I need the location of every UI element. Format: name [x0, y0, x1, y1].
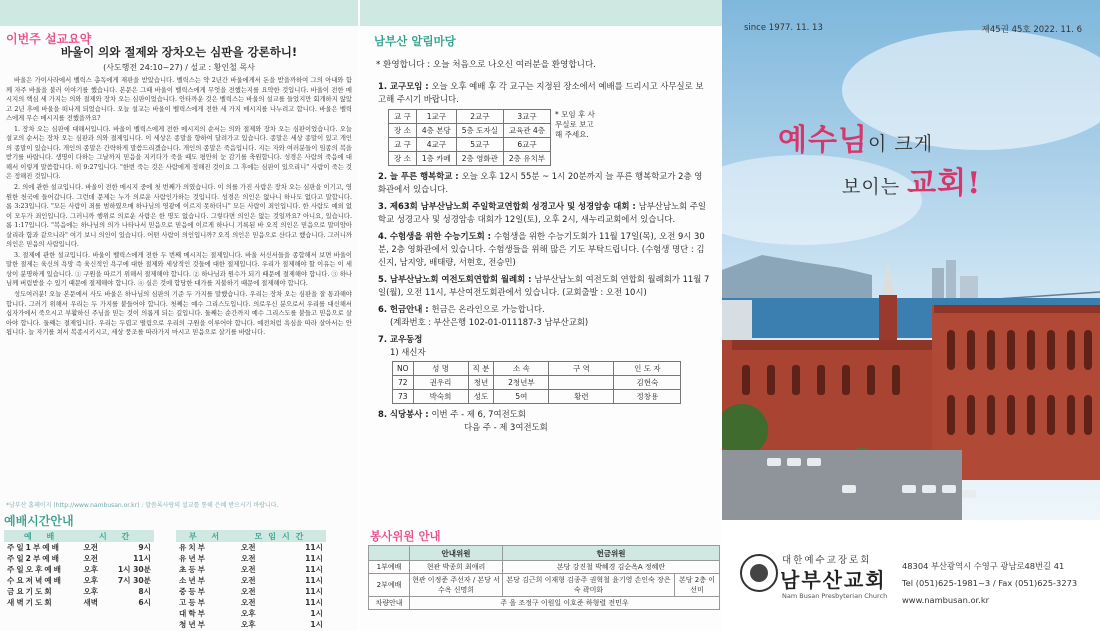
cell: 1시	[310, 620, 323, 629]
table-row	[369, 597, 720, 610]
cell: 차량안내	[369, 597, 410, 610]
table-row	[369, 561, 720, 574]
cell: 오전	[240, 598, 256, 607]
column-header: 구 역	[549, 362, 614, 376]
column-header: 부 서	[176, 530, 238, 542]
slogan-highlight: 교회!	[907, 166, 982, 201]
cell: 1부예배	[369, 561, 410, 574]
table-row	[176, 542, 326, 553]
notice-heading: 7. 교우동정	[378, 334, 423, 344]
slogan-line1	[778, 115, 933, 159]
notice-item	[378, 80, 710, 166]
cell: 오후	[240, 620, 256, 629]
slogan-text: 보이는	[842, 176, 908, 198]
table-row	[4, 597, 154, 608]
notice-item	[378, 170, 710, 196]
header-stripe	[360, 0, 722, 26]
cover-panel	[722, 0, 1100, 631]
notice-body: 헌금은 온라인으로 가능합니다.	[431, 304, 545, 314]
bank-account: (계좌번호 : 부산은행 102-01-011187-3 남부산교회)	[390, 317, 589, 327]
cell: 오전	[83, 543, 98, 552]
table-row	[176, 575, 326, 586]
cell: 5여	[494, 390, 549, 404]
cell: 대학부	[179, 609, 208, 618]
since-date: since 1977. 11. 13	[744, 23, 823, 33]
table-row	[176, 553, 326, 564]
notice-body: 남부산남노회 여전도회 연합회 월례회가 11월 7일(월), 오전 11시, 부산여전도회관에서 있습니다. (교회출발 : 오전 10시)	[378, 274, 710, 297]
slogan-highlight: 예수님	[778, 123, 868, 158]
cell: 교육관 4층	[503, 124, 550, 138]
table-row	[176, 564, 326, 575]
notice-body: 오늘 오후 12시 55분 ~ 1시 20분까지 늘 푸른 행복학교가 2층 영화관에서 있습니다.	[378, 171, 703, 194]
table-row	[4, 586, 154, 597]
cell: 장 소	[389, 124, 417, 138]
welcome-text: * 환영합니다 : 오늘 처음으로 나오신 여러분을 환영합니다.	[376, 60, 596, 70]
cell: 9시	[138, 543, 151, 552]
table-header-row	[393, 362, 681, 376]
column-header: 시 간	[80, 530, 154, 542]
cell: 오후	[83, 587, 98, 596]
cell: 수요저녁예배	[7, 576, 64, 585]
sermon-section-title: 이번주 설교요약	[6, 32, 92, 46]
district-table	[388, 109, 604, 166]
cell: 권우리	[413, 376, 468, 390]
column-header: 예 배	[4, 530, 80, 542]
cell: 2교구	[456, 110, 503, 124]
district-note: * 모임 후 사무실로 보고해 주세요.	[555, 109, 595, 139]
cell: 박숙희	[413, 390, 468, 404]
cell: 2층 유치부	[503, 152, 550, 166]
volunteers-table	[368, 545, 720, 610]
notice-body: 이번 주 - 제 6, 7여전도회	[431, 409, 526, 419]
notice-heading: 5. 남부산남노회 여전도회연합회 월례회 :	[378, 274, 535, 284]
table-row	[369, 574, 720, 597]
notice-body: 수험생을 위한 수능기도회가 11월 17일(목), 오전 9시 30분, 2층 영화관에서 있습니다. 수험생들을 위해 많은 기도 부탁드립니다. (수험생 명단 : 김신지, 남지양, 배태량, 서현호, 전승민)	[378, 231, 705, 267]
cell: 오전	[240, 576, 256, 585]
cell: 6교구	[503, 138, 550, 152]
column-header: 모임시간	[238, 530, 326, 542]
cell: 새벽	[83, 598, 98, 607]
sermon-paragraph: 1. 장차 오는 심판에 대해서입니다. 바울이 벨릭스에게 전한 메시지의 순서는 의와 절제와 장차 오는 심판이었습니다. 오늘 설교의 순서는 장차 오는 심판과 의와 절제입니다. 이 세상은 종말을 향하여 달려가고 있습니다. 종말은 세상 종말이 있고 개인의 종말이 있습니다. 개인의 종말은 간략하게 말씀드리겠습니다. 개인의 종말은 죽음입니다. 지는 자와 여러분들이 임종의 복을 받기를 바랍니다. 생명이 다하는 그날까지 믿음을 지키다가 죽을 때도 평안히 눈 감기를 축원합니다. 성경은 사람의 죽음에 대해서 이렇게 말씀합니다. 히 9:27입니다. "한번 죽는 것은 사람에게 정해진 것이요 그 후에는 심판이 있으리니" 사람이 죽는 것은 정해진 것입니다.	[6, 125, 352, 181]
sermon-paragraph: 성도여러분! 오늘 본문에서 사도 바울은 하나님의 심판의 기준 두 가지를 말했습니다. 우리는 장차 오는 심판을 잘 통과해야 합니다. 그러기 위해서 우리는 두 가지를 붙들어야 합니다. 첫째는 예수 그리스도입니다. 의로우신 분으로서 우리를 대신해서 십자가에서 죽으시고 부활하신 주님을 믿는 것이 의롭게 되는 길입니다. 둘째는 순간까지 예수 그리스도를 붙들고 믿음으로 살아야 합니다. 둘째는 절제입니다. 우리는 두렵고 떨림으로 우리의 구원을 이루어야 합니다. 예전처럼 욕심을 따라 살아서는 안 됩니다. 늘 자기를 쳐서 복종시키시고, 세상 풍조를 따라가지 마시고 믿음으로 살기를 바랍니다.	[6, 291, 352, 337]
table-row	[393, 376, 681, 390]
cell: 오전	[240, 587, 256, 596]
cell: 2청년부	[494, 376, 549, 390]
cell: 유치부	[179, 543, 208, 552]
notice-body: 남부산남노회 주일학교 성경고사 및 성경암송 대회가 12일(토), 오후 2시, 새누리교회에서 있습니다.	[378, 201, 706, 224]
notice-heading: 1. 교구모임 :	[378, 81, 432, 91]
cell: 5교구	[456, 138, 503, 152]
issue-info: 제45권 45호 2022. 11. 6	[981, 25, 1082, 35]
cell: 교 구	[389, 110, 417, 124]
table-row	[393, 390, 681, 404]
cell: 11시	[305, 543, 323, 552]
cell: 11시	[305, 576, 323, 585]
column-header	[369, 546, 410, 561]
notice-item	[378, 408, 710, 434]
notice-heading: 6. 헌금안내 :	[378, 304, 432, 314]
cell: 유년부	[179, 554, 208, 563]
sermon-paragraph: 바울은 가이사라에서 벨릭스 총독에게 재판을 받았습니다. 벨릭스는 약 2년간 바울에게서 돈을 받을까하여 그의 아내와 함께 자주 바울을 불러 이야기를 했습니다. 본문은 그때 바울이 벨릭스에게 무엇을 전했는지를 요약한 것입니다. 바울이 전한 메시지의 핵심 세 가지는 의와 절제와 장차 오는 심판이었습니다. 안타까운 것은 벨릭스는 바울의 설교를 들었지만 회개하지 않았고 2년 후에 바울을 떠나게 되었습니다. 오늘 설교는 바울이 벨릭스에게 전한 세 가지 메시지를 나누려고 합니다. 바울은 벨릭스에게 무슨 메시지를 전했을까요?	[6, 77, 352, 123]
cell: 11시	[305, 554, 323, 563]
sermon-title: 바울이 의와 절제와 장차오는 심판을 강론하니!	[60, 45, 298, 59]
cell: 교 구	[389, 138, 417, 152]
sermon-paragraph: 3. 절제에 관한 설교입니다. 바울이 벨릭스에게 전한 두 번째 메시지는 절제입니다. 바울 서신서들을 종합해서 보면 바울이 말한 절제는 육신의 욕망 즉 육신적인 욕구에 대한 절제와 세상적인 것들에 대한 절제입니다. 우리가 절제해야 할 이유는 이 세상이 분명하게 있습니다. ① 구원을 따르기 위해서 절제해야 합니다. ② 하나님과 원수가 되기 때문에 절제해야 합니다. ③ 하나님께 버림받을 수 있기 때문에 절제해야 합니다. ④ 실은 것에 합당한 대가를 지불하기 때문에 절제해야 합니다.	[6, 251, 352, 288]
table-row	[4, 553, 154, 564]
cell: 11시	[133, 554, 151, 563]
cell	[549, 376, 614, 390]
cell: 7시 30분	[117, 576, 151, 585]
cell: 오전	[240, 543, 256, 552]
slogan-text: 이 크게	[867, 133, 934, 155]
volunteers-section-title: 봉사위원 안내	[370, 529, 441, 543]
cell: 오전	[83, 554, 98, 563]
sermon-reference: (사도행전 24:10~27) / 설교 : 황인철 목사	[103, 63, 255, 72]
cell: 4층 본당	[416, 124, 456, 138]
notice-body: 오늘 오후 예배 후 각 교구는 지정된 장소에서 예배를 드리시고 사무실로 보고해 주시기 바랍니다.	[378, 81, 704, 104]
column-header: 직 분	[468, 362, 494, 376]
cell: 8시	[138, 587, 151, 596]
column-header: 안내위원	[410, 546, 503, 561]
cell: 5층 도자실	[456, 124, 503, 138]
column-header: 헌금위원	[503, 546, 720, 561]
column-header: NO	[393, 362, 414, 376]
cell: 현관 이정준 주선자 / 본당 서수옥 신명희	[410, 574, 503, 597]
table-row	[176, 597, 326, 608]
cell: 11시	[305, 587, 323, 596]
notice-item	[378, 200, 710, 226]
newcomer-table	[392, 361, 681, 404]
sermon-panel	[0, 0, 358, 631]
church-roof	[934, 305, 1100, 313]
cell: 현관 박종희 최애리	[410, 561, 503, 574]
department-schedule-table	[176, 530, 326, 630]
cell: 장 소	[389, 152, 417, 166]
tower	[960, 276, 978, 300]
cell: 주일오후예배	[7, 565, 64, 574]
contact-info	[902, 558, 1077, 609]
notices-section-title: 남부산 알림마당	[374, 34, 456, 48]
cell: 정창용	[614, 390, 681, 404]
cell: 본당 2층 이선미	[675, 574, 720, 597]
cell: 11시	[305, 565, 323, 574]
church-footer	[722, 522, 1100, 631]
tower	[932, 268, 944, 300]
notice-item	[378, 230, 710, 269]
cell: 1교구	[416, 110, 456, 124]
worship-schedule-table	[4, 530, 154, 608]
cell: 6시	[138, 598, 151, 607]
cell: 오후	[240, 609, 256, 618]
table-row	[176, 619, 326, 630]
table-header-row	[369, 546, 720, 561]
table-row	[176, 608, 326, 619]
phone-fax: Tel (051)625-1981~3 / Fax (051)625-3273	[902, 578, 1078, 588]
notice-item	[378, 273, 710, 299]
notice-list	[378, 80, 710, 438]
cell: 성도	[468, 390, 494, 404]
cell: 중등부	[179, 587, 208, 596]
cell: 오후	[83, 576, 98, 585]
cell: 4교구	[416, 138, 456, 152]
cell: 1시	[310, 609, 323, 618]
cell: 고등부	[179, 598, 208, 607]
cell: 오후	[83, 565, 98, 574]
schedule-section-title: 예배시간안내	[4, 514, 74, 528]
notice-heading: 3. 제63회 남부산남노회 주일학교연합회 성경고사 및 성경암송 대회 :	[378, 201, 639, 211]
column-header: 소 속	[494, 362, 549, 376]
column-header: 성 명	[413, 362, 468, 376]
notice-heading: 2. 늘 푸른 행복학교 :	[378, 171, 462, 181]
table-row	[4, 575, 154, 586]
cell: 청년부	[179, 620, 208, 629]
cell: 주 을 조정구 이원일 이호준 하형렬 전민우	[410, 597, 720, 610]
cell: 오전	[240, 554, 256, 563]
table-header-row	[176, 530, 326, 542]
slogan-line2	[842, 158, 981, 202]
cell: 오전	[240, 565, 256, 574]
cell: 김현숙	[614, 376, 681, 390]
cell: 11시	[305, 598, 323, 607]
cell: 주일1부예배	[7, 543, 61, 552]
website-link[interactable]: www.nambusan.or.kr	[902, 595, 990, 605]
cell: 새벽기도회	[7, 598, 54, 607]
cell: 2부예배	[369, 574, 410, 597]
church-seal-icon	[740, 554, 778, 592]
column-header: 인 도 자	[614, 362, 681, 376]
cell: 3교구	[503, 110, 550, 124]
notice-heading: 4. 수험생을 위한 수능기도회 :	[378, 231, 494, 241]
header-stripe	[0, 0, 358, 26]
notice-body: 다음 주 - 제 3여전도회	[464, 422, 548, 432]
notice-item	[378, 333, 710, 404]
cell: 소년부	[179, 576, 208, 585]
church-name-english: Nam Busan Presbyterian Church	[782, 592, 888, 600]
table-header-row	[4, 530, 154, 542]
cell: 초등부	[179, 565, 208, 574]
cell: 1시 30분	[117, 565, 151, 574]
sermon-paragraph: 2. 의에 관한 설교입니다. 바울이 전한 메시지 중에 첫 번째가 의였습니다. 이 의를 가진 사람은 장차 오는 심판을 이기고, 영원한 천국에 들어갑니다. 그런데 문제는 누가 의로운 사람인가하는 것입니다. 성경은 의인은 없나니 하나도 없다고 말합니다. 롬 3:23입니다. "모든 사람이 죄를 범하였으매 하나님의 영광에 이르지 못하더니" 모든 사람이 죄인입니다. 한 사람도 예외 없이 모두가 죄인입니다. 그러니까 행위로 의로운 사람은 한 명도 없습니다. 그렇다면 의인은 없는 것일까요? 아니요, 있습니다. 롬 1:17입니다. "복음에는 하나님의 의가 나타나서 믿음으로 믿음에 이르게 하나니 기록된 바 오직 의인은 믿음으로 말미암아 살리라 함과 같으니라" 여기 보니 의인이 있습니다. 어떤 사람이 의인입니까? 오직 의인은 믿음으로 산다고 했습니다. 그러니까 의인은 믿음의 사람입니다.	[6, 184, 352, 249]
cell: 73	[393, 390, 414, 404]
cell: 본당 강진철 박혜경 김순옥A 정혜란	[503, 561, 720, 574]
cell: 2층 영화관	[456, 152, 503, 166]
cell: 1층 카페	[416, 152, 456, 166]
table-row	[176, 586, 326, 597]
church-name: 남부산교회	[780, 568, 887, 592]
cell: 황련	[549, 390, 614, 404]
table-row	[4, 564, 154, 575]
denomination: 대한예수교장로회	[782, 555, 872, 566]
church-roof	[732, 340, 932, 350]
homepage-footnote: *남부산 홈페이지 (http://www.nambusan.or.kr) : 말씀록사랑의 설교를 통해 은혜 받으시기 바랍니다.	[6, 502, 279, 509]
cell: 금요기도회	[7, 587, 54, 596]
notice-subheading: 1) 새신자	[390, 347, 426, 357]
cell: 본당 김근희 이재형 김종주 권혁철 윤기영 손인숙 장은숙 곽미화	[503, 574, 675, 597]
table-row	[389, 110, 605, 124]
cell: 72	[393, 376, 414, 390]
tower	[946, 260, 956, 300]
notice-item	[378, 303, 710, 329]
table-row	[4, 542, 154, 553]
cell: 주일2부예배	[7, 554, 61, 563]
address: 48304 부산광역시 수영구 광남로48번길 41	[902, 561, 1065, 571]
cell: 청년	[468, 376, 494, 390]
sermon-heading	[0, 44, 358, 73]
sermon-body	[6, 76, 352, 339]
notice-heading: 8. 식당봉사 :	[378, 409, 432, 419]
